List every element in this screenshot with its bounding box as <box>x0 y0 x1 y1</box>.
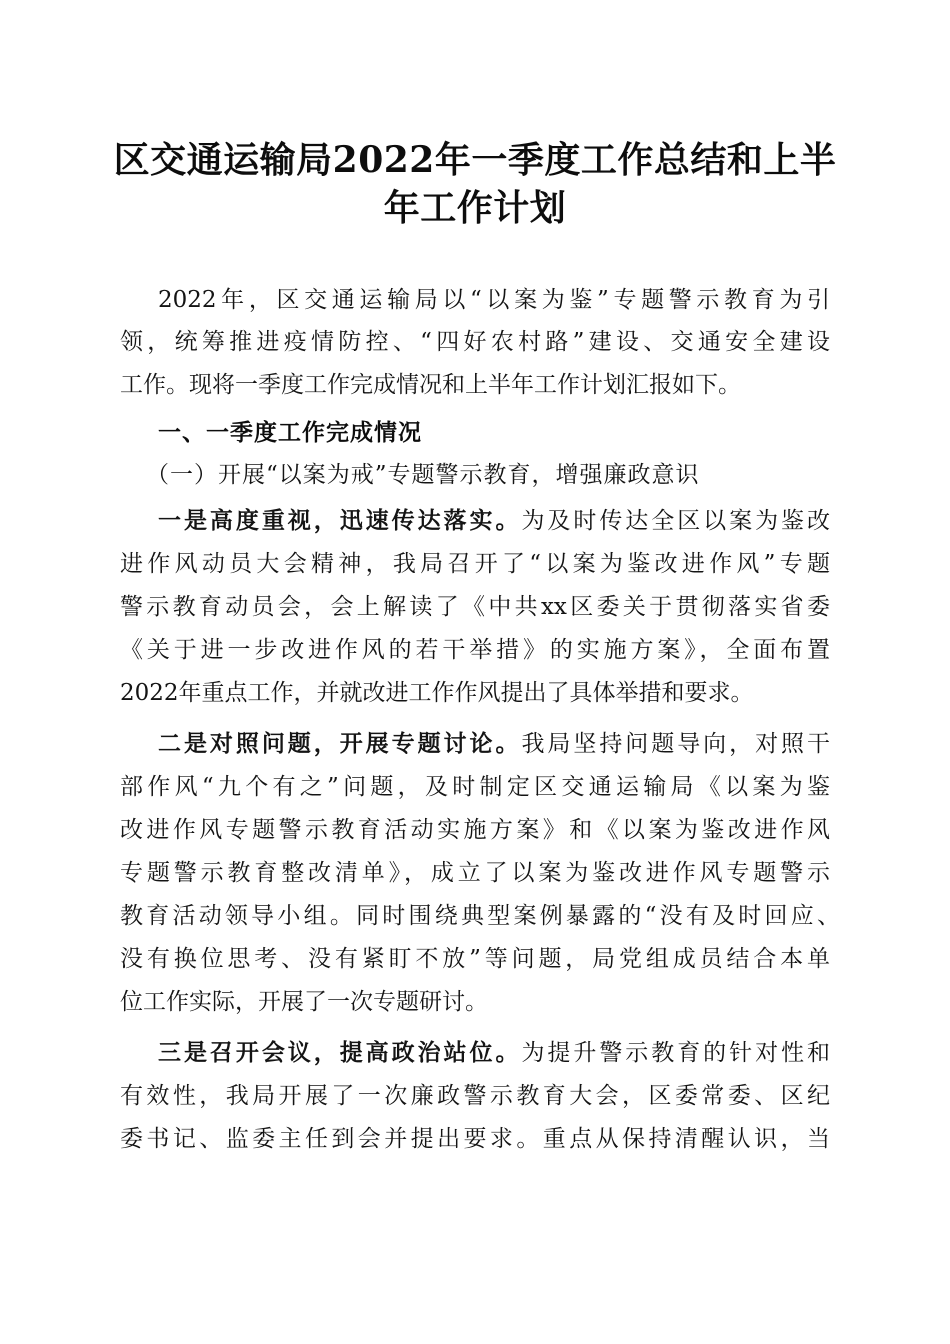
para1-line-1 <box>158 502 830 540</box>
intro-line-3: 工作。现将一季度工作完成情况和上半年工作计划汇报如下。 <box>120 372 741 398</box>
intro-line-2: 领，统筹推进疫情防控、“四好农村路”建设、交通安全建设 <box>120 329 830 355</box>
para3-line-1 <box>158 1034 830 1072</box>
para1-line-2: 进作风动员大会精神，我局召开了“以案为鉴改进作风”专题 <box>120 551 830 577</box>
para3-line-3: 委书记、监委主任到会并提出要求。重点从保持清醒认识，当 <box>120 1126 830 1152</box>
para3-line-2: 有效性，我局开展了一次廉政警示教育大会，区委常委、区纪 <box>120 1083 830 1109</box>
document-title-line-1: 区交通运输局2022年一季度工作总结和上半 <box>113 139 837 181</box>
para2-lead: 二是对照问题，开展专题讨论。 <box>158 730 522 757</box>
document-title-line-2: 年工作计划 <box>383 187 567 229</box>
para1-line-5: 2022年重点工作，并就改进工作作风提出了具体举措和要求。 <box>120 680 754 706</box>
para2-line-7: 位工作实际，开展了一次专题研讨。 <box>120 989 488 1015</box>
para2-first-rest: 我局坚持问题导向，对照干 <box>521 731 831 757</box>
para2-line-5: 教育活动领导小组。同时围绕典型案例暴露的“没有及时回应、 <box>120 903 840 929</box>
para1-line-4: 《关于进一步改进作风的若干举措》的实施方案》，全面布置 <box>120 637 830 663</box>
para2-line-6: 没有换位思考、没有紧盯不放”等问题，局党组成员结合本单 <box>120 946 830 972</box>
section-heading-1: 一、一季度工作完成情况 <box>158 420 422 446</box>
para2-line-3: 改进作风专题警示教育活动实施方案》和《以案为鉴改进作风 <box>120 817 830 843</box>
para3-lead: 三是召开会议，提高政治站位。 <box>158 1039 522 1066</box>
para1-first-rest: 为及时传达全区以案为鉴改 <box>521 508 831 534</box>
para1-lead: 一是高度重视，迅速传达落实。 <box>158 507 522 534</box>
para1-line-3: 警示教育动员会，会上解读了《中共xx区委关于贯彻落实省委 <box>120 594 830 620</box>
para3-first-rest: 为提升警示教育的针对性和 <box>521 1040 831 1066</box>
para2-line-1 <box>158 725 830 763</box>
para2-line-4: 专题警示教育整改清单》，成立了以案为鉴改进作风专题警示 <box>120 860 830 886</box>
subsection-heading-1: （一）开展“以案为戒”专题警示教育，增强廉政意识 <box>146 462 700 488</box>
para2-line-2: 部作风“九个有之”问题，及时制定区交通运输局《以案为鉴 <box>120 774 830 800</box>
intro-line-1: 2022年，区交通运输局以“以案为鉴”专题警示教育为引 <box>158 287 830 313</box>
